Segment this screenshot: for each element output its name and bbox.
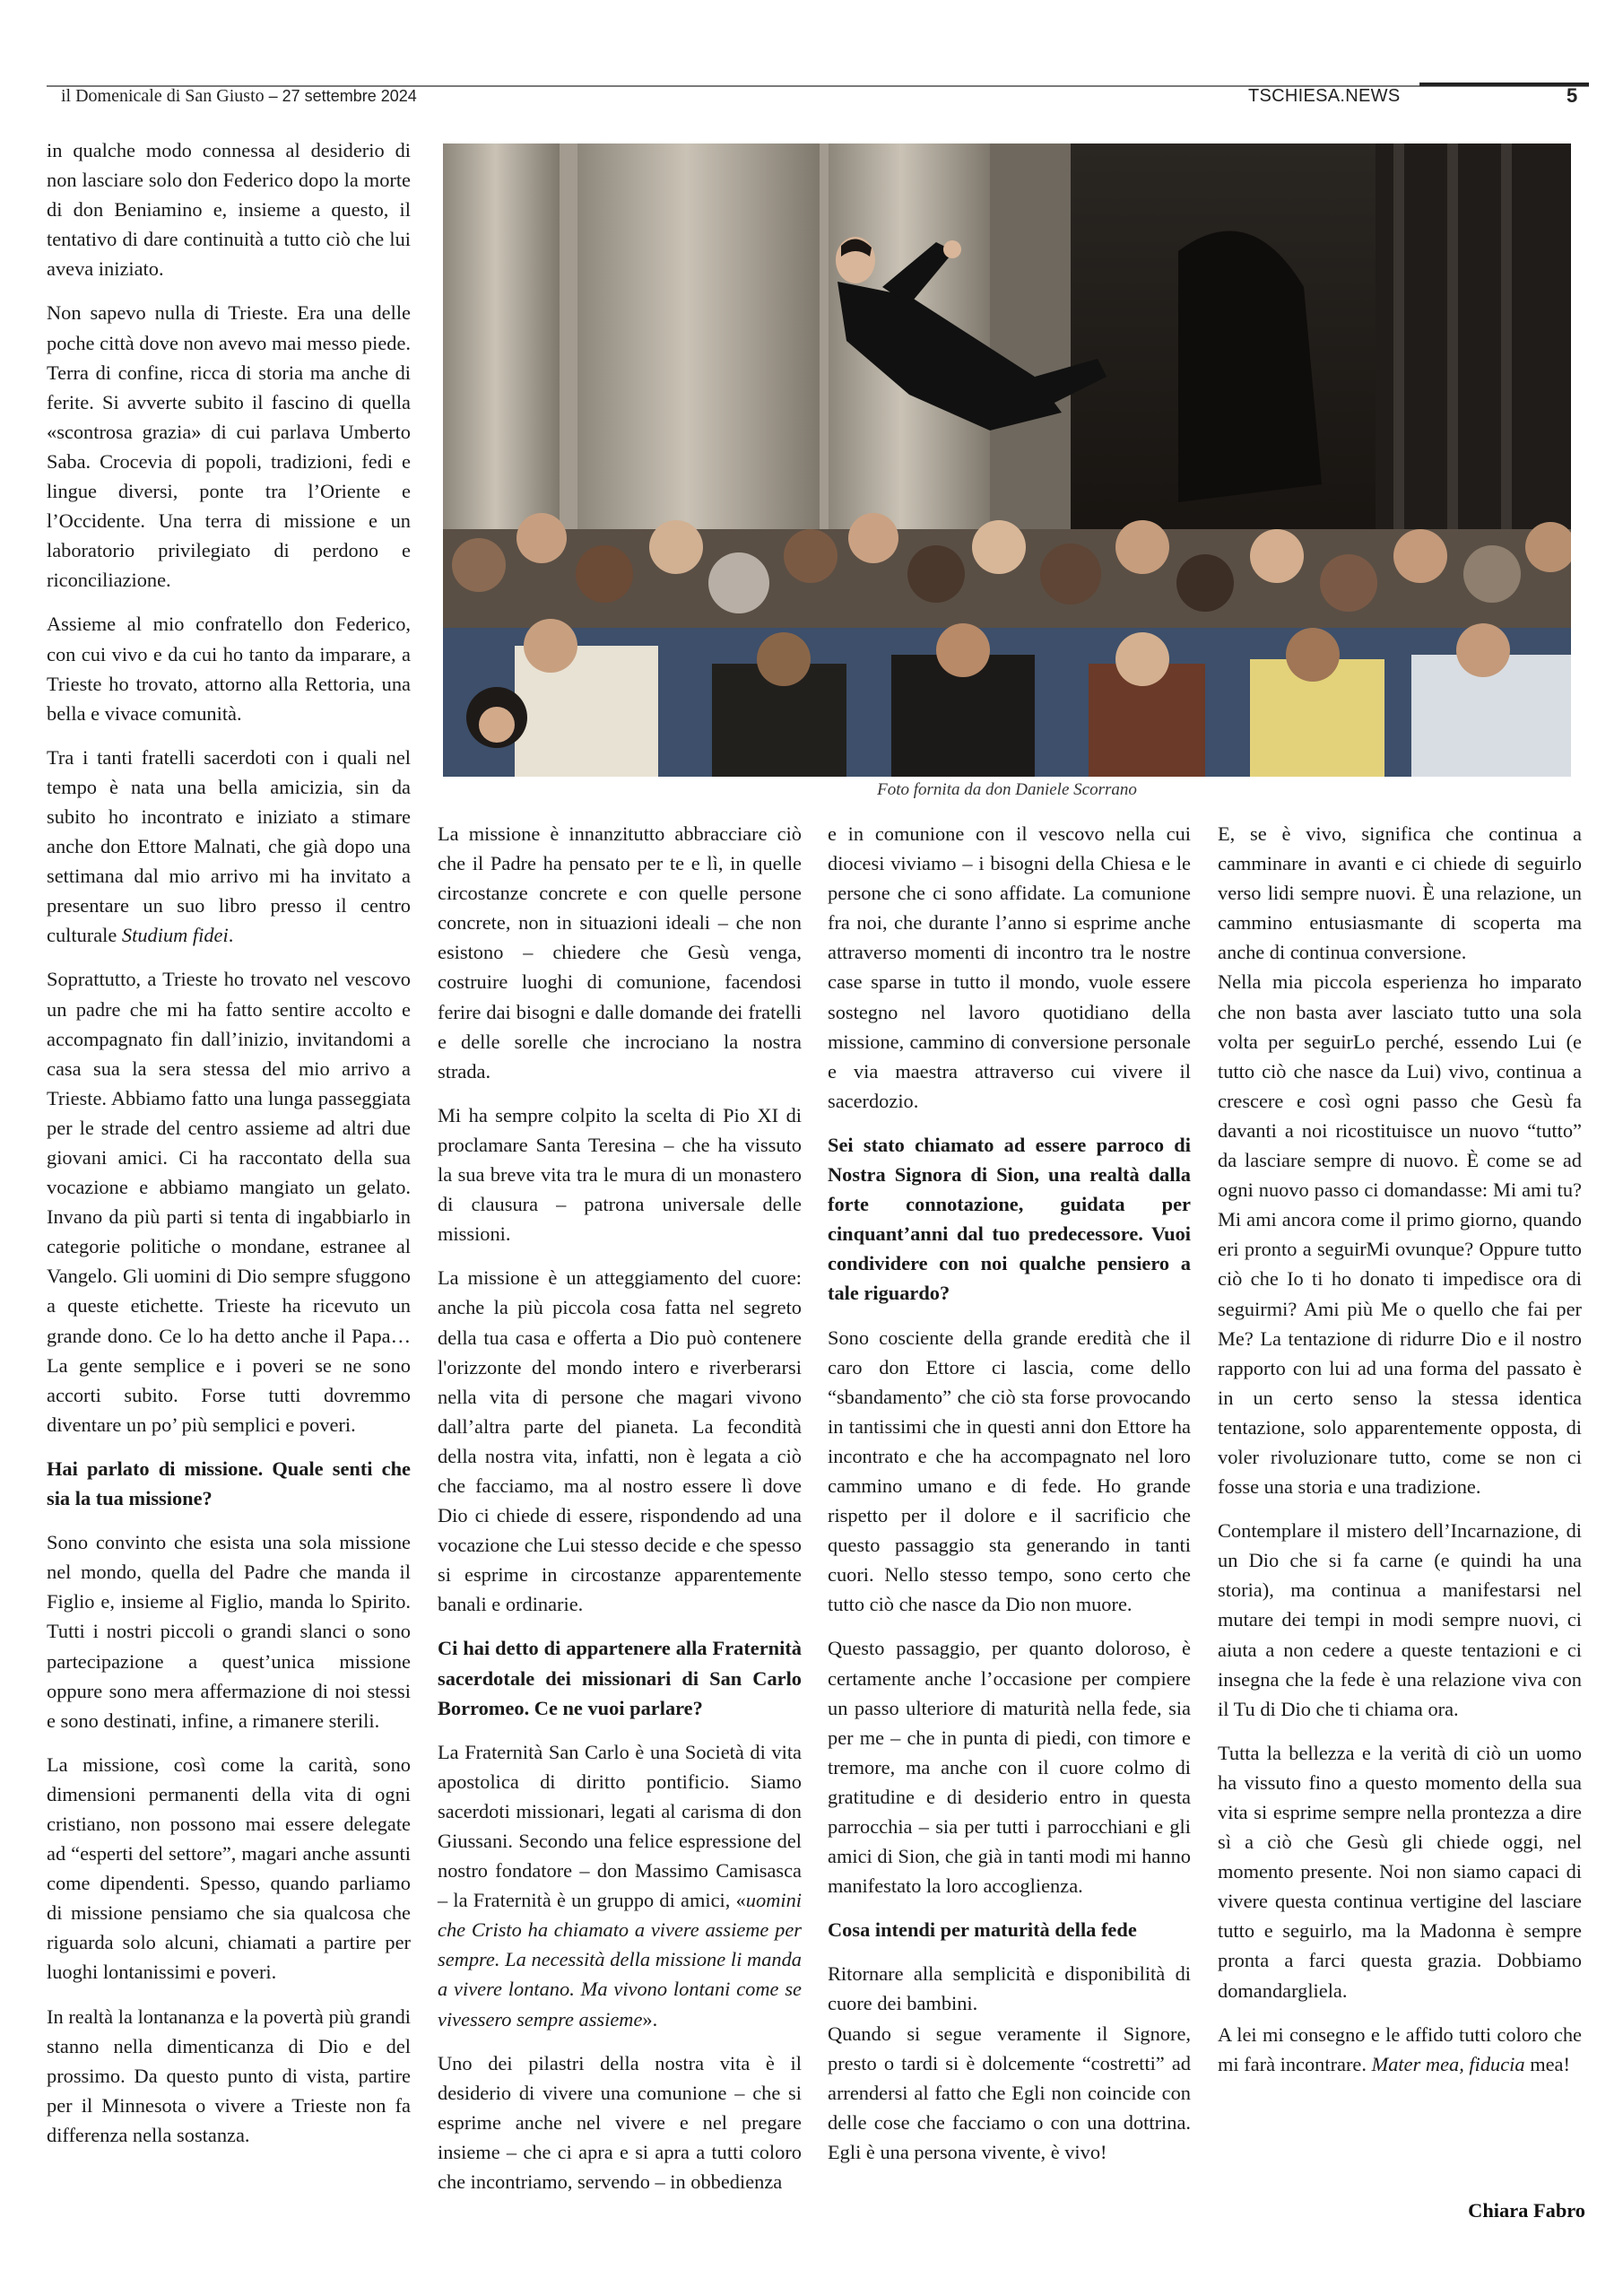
italic-phrase: Studium fidei <box>121 924 229 947</box>
interview-question: Sei stato chiamato ad essere parroco di Nostra Signora di Sion, una realtà dalla forte connotazione, guidata per cinquant’anni dal tuo predecessore. Vuoi condividere con noi qualche pensiero a tale riguardo? <box>828 1133 1191 1305</box>
interview-question: Hai parlato di missione. Quale senti che sia la tua missione? <box>47 1457 411 1510</box>
article-paragraph: Sono cosciente della grande eredità che il caro don Ettore ci lascia, come dello “sbandamento” che ciò sta forse provocando in tantissimi che in questi anni don Ettore ha incontrato e che ha accompagnato nel loro cammino umano e di fede. Ho grande rispetto per il dolore e il sacrificio che questo passaggio sta generando in tanti cuori. Nello stesso tempo, sono certo che tutto ciò che nasce da Dio non muore. <box>828 1326 1191 1616</box>
column-1 <box>47 135 411 2164</box>
article-paragraph: Mi ha sempre colpito la scelta di Pio XI di proclamare Santa Teresina – che ha vissuto la sua breve vita tra le mura di un monastero di clausura – patrona universale delle missioni. <box>438 1103 802 1246</box>
column-4 <box>1218 819 1582 2093</box>
article-paragraph: E, se è vivo, significa che continua a camminare in avanti e ci chiede di seguirlo verso lidi sempre nuovi. È una relazione, un cammino entusiasmante di scoperta ma anche di continua conversione. Nella mia piccola esperienza ho imparato che non basta aver lasciato tutto una sola volta per seguirLo perché, essendo Lui (e tutto ciò che nasce da Lui) vivo, continua a crescere e così ogni passo che Gesù fa davanti a noi ricostituisce un nuovo “tutto” da lasciare sempre di nuovo. È come se ad ogni nuovo passo ci domandasse: Mi ami tu? Mi ami ancora come il primo giorno, quando eri pronto a seguirMi ovunque? Oppure tutto ciò che Io ti ho donato ti impedisce ora di seguirmi? Ami più Me o quello che fai per Me? La tentazione di ridurre Dio e il nostro rapporto con lui ad una forma del passato è in un certo senso la stessa identica tentazione, solo apparentemente opposta, di voler rivoluzionare tutto, come se non ci fosse una storia e una tradizione. <box>1218 822 1582 1499</box>
article-paragraph: Tutta la bellezza e la verità di ciò un uomo ha vissuto fino a questo momento della sua vita si esprime sempre nella prontezza a dire sì a ciò che Gesù gli chiede oggi, nel momento presente. Noi non siamo capaci di vivere questa continua vertigine del lasciare tutto e seguirlo, ma la Madonna è sempre pronta a farci questa grazia. Dobbiamo domandargliela. <box>1218 1741 1582 2002</box>
article-paragraph: La Fraternità San Carlo è una Società di vita apostolica di diritto pontificio. Siamo sacerdoti missionari, legati al carisma di don Giussani. Secondo una felice espressione del nostro fondatore – don Massimo Camisasca – la Fraternità è un gruppo di amici, «uomini che Cristo ha chiamato a vivere assieme per sempre. La necessità della missione li manda a vivere lontano. Ma vivono lontani come se vivessero sempre assieme». <box>438 1740 802 2031</box>
article-paragraph: Questo passaggio, per quanto doloroso, è certamente anche l’occasione per compiere un passo ulteriore di maturità nella fede, sia per me – che in punta di piedi, con timore e tremore, ma anche con il cuore colmo di gratitudine e di desiderio entro in questa parrocchia – sia per tutti i parrocchiani e gli amici di Sion, che già in tanti modi mi hanno manifestato la loro accoglienza. <box>828 1637 1191 1898</box>
author-signature: Chiara Fabro <box>1468 2199 1585 2222</box>
site-name: TSCHIESA.NEWS <box>1248 86 1401 106</box>
article-paragraph: Sono convinto che esista una sola missione nel mondo, quella del Padre che manda il Figlio e, insieme al Figlio, manda lo Spirito. Tutti i nostri piccoli o grandi slanci o sono partecipazione a quest’unica missione oppure sono mera affermazione di noi stessi e sono destinati, infine, a rimanere sterili. <box>47 1531 411 1732</box>
article-paragraph: A lei mi consegno e le affido tutti coloro che mi farà incontrare. Mater mea, fiducia mea! <box>1218 2022 1582 2075</box>
interview-question: Ci hai detto di appartenere alla Fraternità sacerdotale dei missionari di San Carlo Borromeo. Ce ne vuoi parlare? <box>438 1637 802 1719</box>
article-paragraph: La missione è innanzitutto abbracciare ciò che il Padre ha pensato per te e lì, in quelle circostanze concrete e con quelle persone concrete, non in situazioni ideali – che non esistono – chiedere che Gesù venga, costruire luoghi di comunione, facendosi ferire dai bisogni e dalle domande dei fratelli e delle sorelle che incrociano la nostra strada. <box>438 822 802 1083</box>
article-paragraph: Contemplare il mistero dell’Incarnazione, di un Dio che si fa carne (e quindi ha una storia), ma continua a manifestarsi nel mutare dei tempi in modi sempre nuovi, ci aiuta a non cedere a queste tentazioni e ci insegna che la fede è una relazione viva con il Tu di Dio che ti chiama ora. <box>1218 1519 1582 1720</box>
page-header <box>47 83 1589 113</box>
publication-name: il Domenicale di San Giusto <box>61 86 265 106</box>
article-paragraph: in qualche modo connessa al desiderio di non lasciare solo don Federico dopo la morte di don Beniamino e, insieme a questo, il tentativo di dare continuità a tutto ciò che lui aveva iniziato. <box>47 139 411 281</box>
photo-caption: Foto fornita da don Daniele Scorrano <box>877 780 1137 799</box>
page-number: 5 <box>1567 84 1578 107</box>
italic-phrase: uomini che Cristo ha chiamato a vivere assieme per sempre. La necessità della missione li manda a vivere lontano. Ma vivono lontani come se vivessero sempre assieme <box>438 1889 802 2031</box>
column-2 <box>438 819 802 2211</box>
issue-date: – 27 settembre 2024 <box>268 87 417 105</box>
interview-question: Cosa intendi per maturità della fede <box>828 1918 1137 1942</box>
article-paragraph: La missione, così come la carità, sono dimensioni permanenti della vita di ogni cristiano, non possono mai essere delegate ad “esperti del settore”, magari anche assunti come dipendenti. Spesso, quando parliamo di missione pensiamo che sia qualcosa che riguarda solo alcuni, chiamati a partire per luoghi lontanissimi e poveri. <box>47 1752 411 1984</box>
article-paragraph: Ritornare alla semplicità e disponibilità di cuore dei bambini. Quando si segue veramente il Signore, presto o tardi si è dolcemente “costretti” ad arrendersi al fatto che Egli non coincide con delle cose che facciamo o con una dottrina. Egli è una persona vivente, è vivo! <box>828 1962 1191 2163</box>
article-paragraph: Tra i tanti fratelli sacerdoti con i quali nel tempo è nata una bella amicizia, sin da subito ho incontrato e iniziato a stimare anche don Ettore Malnati, che già dopo una settimana dal mio arrivo mi ha invitato a presentare un suo libro presso il centro culturale Studium fidei. <box>47 745 411 947</box>
masthead <box>61 86 417 107</box>
article-paragraph: e in comunione con il vescovo nella cui diocesi viviamo – i bisogni della Chiesa e le persone che ci sono affidate. La comunione fra noi, che durante l’anno si esprime anche attraverso momenti di incontro tra le nostre case sparse in tutto il mondo, vuole essere sostegno nel lavoro quotidiano della missione, cammino di conversione personale e via maestra attraverso cui vivere il sacerdozio. <box>828 822 1191 1112</box>
crowd-celebration-photo <box>443 144 1571 777</box>
article-paragraph: La missione è un atteggiamento del cuore: anche la più piccola cosa fatta nel segreto della tua casa e offerta a Dio può contenere l'orizzonte del mondo intero e riverberarsi nella vita di persone che magari vivono dall’altra parte del pianeta. La fecondità della nostra vita, infatti, non è legata a ciò che facciamo, ma al nostro essere lì dove Dio ci chiede di essere, rispondendo ad una vocazione che Lui stesso decide e che spesso si esprime in circostanze apparentemente banali e ordinarie. <box>438 1266 802 1616</box>
article-paragraph: Non sapevo nulla di Trieste. Era una delle poche città dove non avevo mai messo piede. Terra di confine, ricca di storia ma anche di ferite. Si avverte subito il fascino di quella «scontrosa grazia» di cui parlava Umberto Saba. Crocevia di popoli, tradizioni, fedi e lingue diversi, ponte tra l’Oriente e l’Occidente. Una terra di missione e un laboratorio privilegiato di perdono e riconciliazione. <box>47 301 411 592</box>
article-paragraph: Uno dei pilastri della nostra vita è il desiderio di vivere una comunione – che si esprime anche nel vivere e nel pregare insieme – che ci apra e si apra a tutti coloro che incontriamo, servendo – in obbedienza <box>438 2051 802 2194</box>
article-photo <box>443 144 1571 777</box>
article-paragraph: Assieme al mio confratello don Federico, con cui vivo e da cui ho tanto da imparare, a Trieste ho trovato, attorno alla Rettoria, una bella e vivace comunità. <box>47 613 411 725</box>
article-paragraph: Soprattutto, a Trieste ho trovato nel vescovo un padre che mi ha fatto sentire accolto e accompagnato fin dall’inizio, invitandomi a casa sua la sera stessa del mio arrivo a Trieste. Abbiamo fatto una lunga passeggiata per le strade del centro assieme ad altri due giovani amici. Ci ha raccontato della sua vocazione e abbiamo mangiato un gelato. Invano da più parti si tenta di ingabbiarlo in categorie politiche o mondane, estranee al Vangelo. Gli uomini di Dio sempre sfuggono a queste etichette. Trieste ha ricevuto un grande dono. Ce lo ha detto anche il Papa… La gente semplice e i poveri se ne sono accorti subito. Forse tutti dovremmo diventare un po’ più semplici e poveri. <box>47 968 411 1436</box>
italic-phrase: Mater mea, fiducia <box>1371 2052 1525 2075</box>
article-paragraph: In realtà la lontananza e la povertà più grandi stanno nella dimenticanza di Dio e del prossimo. Da questo punto di vista, partire per il Minnesota o vivere a Trieste non fa differenza nella sostanza. <box>47 2005 411 2146</box>
column-3 <box>828 819 1191 2181</box>
